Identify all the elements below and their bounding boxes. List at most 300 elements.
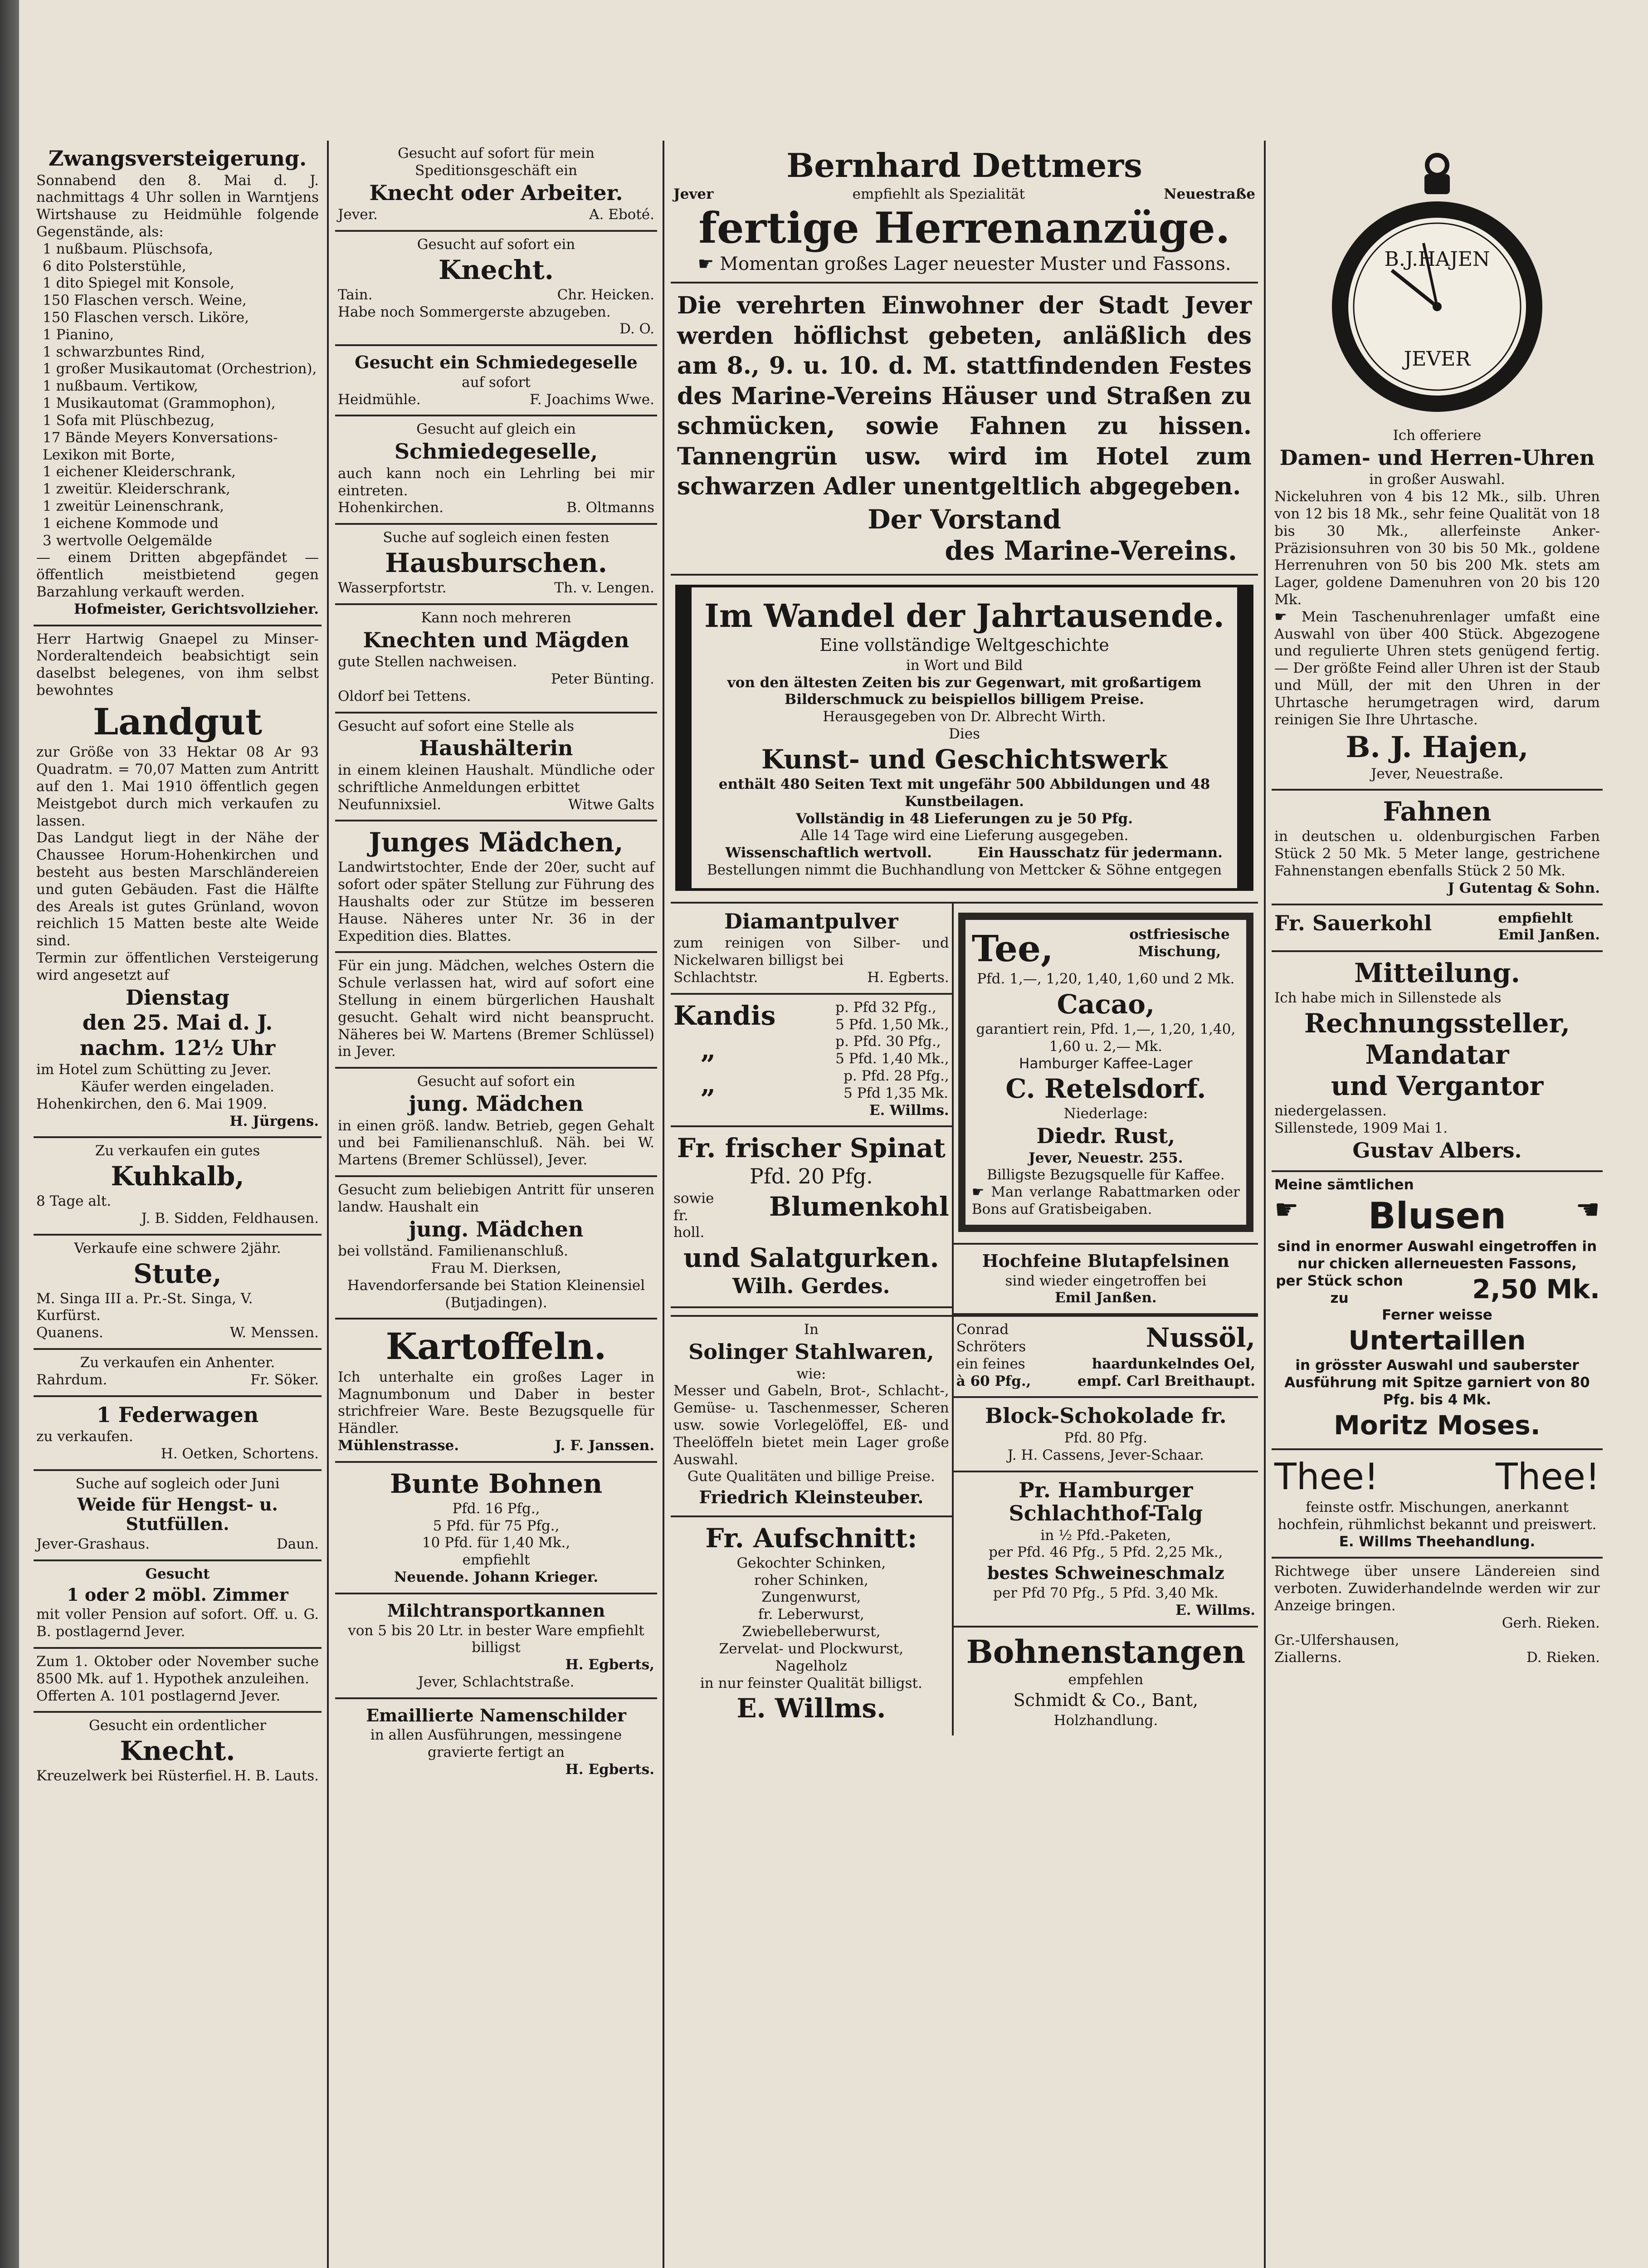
ad-signature: Frau M. Dierksen,	[431, 1260, 561, 1276]
ad-bunte-bohnen	[335, 1463, 657, 1594]
ad-signature: H. Egberts.	[565, 1761, 654, 1778]
ad-federwagen	[34, 1397, 322, 1471]
ad-auction	[34, 141, 322, 626]
sig-name: H. B. Lauts.	[234, 1768, 319, 1784]
ad-text: Gesucht zum beliebigen Antritt für unseren landw. Haushalt ein	[338, 1182, 654, 1215]
sig-name: Th. v. Lengen.	[554, 580, 654, 596]
ad-title: Diamantpulver	[724, 909, 898, 934]
sig-place: Kreuzelwerk bei Rüsterfiel.	[36, 1768, 232, 1784]
ad-jung-maedchen-2	[335, 1069, 657, 1177]
ad-frame	[958, 913, 1253, 1232]
list-item: 1 dito Spiegel mit Konsole,	[43, 275, 234, 292]
list-item: 1 Sofa mit Plüschbezug,	[43, 412, 215, 429]
ad-title: Untertaillen	[1348, 1325, 1526, 1356]
ad-title: Nussöl,	[1146, 1322, 1255, 1354]
ad-nussoel	[954, 1317, 1258, 1398]
ad-price: per Pfd. 46 Pfg., 5 Pfd. 2,25 Mk.,	[989, 1544, 1223, 1561]
auction-day: Dienstag	[125, 985, 230, 1010]
kandis-row	[673, 999, 949, 1034]
ad-dettmers	[671, 141, 1258, 284]
maker-line: Schröters	[956, 1339, 1026, 1355]
ad-mitteilung	[1272, 952, 1603, 1172]
ad-text: Dies	[948, 726, 980, 743]
sig-place: Jever.	[338, 206, 378, 223]
ad-text-body: Mein Taschenuhrenlager umfaßt eine Auswahl von über 400 Stück. Abgezogene und regulierte Uhren stets genügend fertig. — Der größte Feind aller Uhren ist der Staub und Müll, der mit den Uhren in der Uhrtasche herumgetragen wird, darum reinigen Sie Ihre Uhrtasche.	[1274, 608, 1600, 728]
sig-place: Ziallerns.	[1274, 1649, 1342, 1666]
ad-text	[673, 253, 1255, 275]
ad-title: Milchtransportkannen	[387, 1600, 605, 1621]
ad-title: Stute,	[133, 1258, 222, 1289]
ad-text: Bestellungen nimmt die Buchhandlung von Mettcker & Söhne entgegen	[707, 861, 1222, 878]
ad-text: Für ein jung. Mädchen, welches Ostern die Schule verlassen hat, wird auf sofort eine Stellung in einem bürgerlichen Haushalt gesucht. Gehalt wird nicht beansprucht. Näheres bei W. Martens (Bremer Schlüssel) in Jever.	[338, 958, 654, 1060]
ad-title: Tee,	[971, 927, 1053, 970]
ad-bohnenstangen	[954, 1628, 1258, 1736]
ad-price: Pfd. 1,—, 1,20, 1,40, 1,60 und 2 Mk.	[977, 971, 1235, 987]
ad-text: Hamburger Kaffee-Lager	[1019, 1055, 1193, 1072]
ad-title: Knechten und Mägden	[363, 627, 629, 652]
ad-kuhkalb	[34, 1138, 322, 1235]
newspaper-page	[34, 68, 1603, 2268]
ad-title: Landgut	[93, 700, 263, 743]
ad-signature	[338, 287, 654, 304]
ad-text: Richtwege über unsere Ländereien sind verboten. Zuwiderhandelnde werden wir zur Anzeige bringen.	[1274, 1563, 1600, 1614]
watch-dial-lettering: B.J.HAJEN	[1384, 248, 1490, 271]
list-item: Nagelholz	[775, 1657, 848, 1674]
list-item: 1 eichener Kleiderschrank,	[43, 464, 236, 480]
ad-dealer: Diedr. Rust,	[1036, 1124, 1175, 1149]
ad-stute	[34, 1236, 322, 1350]
ad-twin-claims	[703, 845, 1225, 862]
ad-title: Haushälterin	[419, 736, 573, 761]
sub-right: Neuestraße	[1164, 186, 1255, 202]
ad-signature	[36, 1372, 319, 1389]
ad-text: In	[804, 1321, 819, 1338]
ad-price: per Pfd 70 Pfg., 5 Pfd. 3,40 Mk.	[993, 1584, 1219, 1601]
price-line: 5 Pfd. 1,50 Mk.,	[835, 1016, 949, 1033]
ad-signature	[36, 1325, 319, 1342]
sauerkohl-seller	[1498, 910, 1600, 944]
ad-title: 1 Federwagen	[96, 1402, 259, 1427]
ad-price: Pfd. 20 Pfg.	[749, 1164, 873, 1189]
ad-text	[972, 1184, 1240, 1218]
ad-text: Ich offeriere	[1393, 427, 1482, 444]
ad-blutapfelsinen	[954, 1245, 1258, 1315]
nussoel-maker	[956, 1321, 1026, 1356]
ad-text: Termin zur öffentlichen Versteigerung wird angesetzt auf	[36, 950, 319, 983]
ad-signature: Friedrich Kleinsteuber.	[699, 1487, 924, 1508]
ad-text: Gesucht auf sofort ein	[417, 236, 575, 253]
nussoel-sub	[956, 1356, 1255, 1373]
ad-text: Niederlage:	[1063, 1105, 1148, 1122]
ad-text: Messer und Gabeln, Brot-, Schlacht-, Gemüse- u. Taschenmesser, Scheren usw. sowie Vorlegelöffel, Eß- und Theelöffeln bietet mein Lager große Auswahl.	[673, 1383, 949, 1468]
ad-title: Solinger Stahlwaren,	[688, 1339, 934, 1364]
ad-kartoffeln	[335, 1320, 657, 1462]
ad-firm: B. J. Hajen,	[1346, 730, 1529, 764]
sig-name: F. Joachims Wwe.	[530, 391, 654, 408]
column-4	[1272, 141, 1603, 2268]
price-line: 10 Pfd. für 1,40 Mk.,	[422, 1535, 570, 1551]
ad-subcol-left	[671, 1317, 954, 1735]
ad-subcol-right	[954, 1317, 1258, 1735]
ad-signature: Moritz Moses.	[1334, 1409, 1541, 1441]
maker-line: Conrad	[956, 1321, 1009, 1338]
column-rule	[1264, 141, 1266, 2268]
ad-title: Knecht.	[439, 254, 554, 285]
ad-text: Käufer werden eingeladen.	[81, 1079, 274, 1095]
claim-right: Ein Hausschatz für jedermann.	[977, 845, 1223, 861]
ad-title: Kandis	[673, 1000, 776, 1031]
ad-text: auf sofort	[462, 374, 531, 391]
ad-signature	[956, 1373, 1255, 1390]
sig-name: empf. Carl Breithaupt.	[1078, 1373, 1255, 1389]
ad-text: in deutschen u. oldenburgischen Farben Stück 2 50 Mk. 5 Meter lange, gestrichene Fahnenstangen ebenfalls Stück 2 50 Mk.	[1274, 828, 1600, 880]
sig-place: Mühlenstrasse.	[338, 1437, 459, 1454]
ad-price: 2,50 Mk.	[1472, 1273, 1600, 1305]
price-line: Pfd. 16 Pfg.,	[452, 1500, 540, 1517]
ad-role: Mandatar	[1365, 1039, 1509, 1070]
ad-row-solingen	[671, 1315, 1258, 1735]
pocket-watch-icon	[1328, 152, 1546, 425]
ad-subtitle: haardunkelndes Oel,	[1092, 1355, 1255, 1372]
ad-title: Weide für Hengst- u. Stutfüllen.	[77, 1494, 278, 1535]
price-line: 5 Pfd. 1,40 Mk.,	[835, 1051, 949, 1067]
ad-signature	[36, 1768, 319, 1785]
ad-kandis	[671, 995, 952, 1128]
ad-subcol-left	[671, 904, 954, 1315]
ad-dateline: Sillenstede, 1909 Mai 1.	[1274, 1119, 1448, 1136]
kandis-prices	[844, 1068, 949, 1102]
ad-address: Jever, Neuestraße.	[1370, 765, 1504, 782]
price-line: 5 Pfd. für 75 Pfg.,	[433, 1517, 560, 1534]
ad-text: Gesucht auf sofort eine Stelle als	[338, 718, 575, 734]
ad-text: Billigste Bezugsquelle für Kaffee.	[987, 1167, 1225, 1183]
ad-solinger-stahlwaren	[671, 1317, 952, 1517]
ad-price: garantiert rein, Pfd. 1,—, 1,20, 1,40, 1,60 u. 2,— Mk.	[976, 1021, 1236, 1055]
ad-title: Blusen	[1368, 1194, 1507, 1237]
list-item: roher Schinken,	[754, 1572, 868, 1589]
ad-text: niedergelassen.	[1274, 1102, 1387, 1119]
ad-junges-maedchen	[335, 821, 657, 953]
ad-thee	[1272, 1450, 1603, 1559]
ad-text-body: Momentan großes Lager neuester Muster und Fassons.	[720, 254, 1231, 275]
ad-subline	[673, 186, 1255, 203]
list-item: 17 Bände Meyers Konversations-Lexikon mit Borte,	[43, 429, 278, 463]
ad-title: Fr. Sauerkohl	[1274, 910, 1432, 935]
ad-hypothek	[34, 1649, 322, 1713]
column-3	[671, 141, 1258, 2268]
ad-text: Gesucht auf gleich ein	[416, 421, 576, 438]
ad-signature: Hofmeister, Gerichtsvollzieher.	[73, 601, 319, 617]
price-line: 5 Pfd 1,35 Mk.	[844, 1085, 948, 1101]
list-item: 1 großer Musikautomat (Orchestrion),	[43, 361, 317, 377]
sig-name: J. F. Janssen.	[555, 1437, 654, 1454]
ad-fahnen	[1272, 791, 1603, 905]
ad-tee	[954, 904, 1258, 1245]
column-1	[34, 141, 322, 2268]
ad-signature: J Gutentag & Sohn.	[1448, 880, 1600, 896]
ad-text: Habe noch Sommergerste abzugeben.	[338, 303, 611, 320]
ad-title: Hausburschen.	[385, 547, 607, 579]
nussoel-head	[956, 1321, 1255, 1356]
ad-signature: E. Willms Theehandlung.	[1339, 1533, 1536, 1550]
pointing-hand-icon: ☛	[697, 254, 720, 275]
ad-blusen	[1272, 1172, 1603, 1450]
ad-aufschnitt	[671, 1517, 952, 1731]
ad-text: Gesucht ein ordentlicher	[88, 1717, 267, 1734]
ad-zimmer	[34, 1561, 322, 1649]
sig-place: Heidmühle.	[338, 391, 421, 408]
column-rule	[327, 141, 329, 2268]
ad-frame	[675, 585, 1253, 891]
ad-signature	[338, 206, 654, 224]
auction-time: nachm. 12½ Uhr	[79, 1035, 276, 1060]
ad-namensschilder	[335, 1699, 657, 1785]
ad-signature	[1274, 1649, 1600, 1667]
ad-text: von den ältesten Zeiten bis zur Gegenwart, mit großartigem Bilderschmuck zu beispiellos billigem Preise.	[727, 674, 1202, 708]
ad-text: Gesucht auf sofort für mein Speditionsgeschäft ein	[398, 145, 595, 179]
list-item: 1 schwarzbuntes Rind,	[43, 343, 205, 360]
ad-landgut	[34, 626, 322, 1139]
pocket-watch-illustration	[1274, 145, 1600, 427]
sig-name: W. Menssen.	[229, 1325, 319, 1341]
ad-weide	[34, 1471, 322, 1561]
ad-text: Das Landgut liegt in der Nähe der Chaussee Horum-Hohenkirchen und besteht aus besten Marschländereien und guten Gebäuden. Fast die Hälfte des Areals ist gutes Grünland, wovon reichlich 15 Matten beste alte Weide sind.	[36, 830, 319, 949]
ad-text: Gute Qualitäten und billige Preise.	[687, 1468, 935, 1485]
column-rule	[663, 141, 664, 2268]
ad-text: Nickeluhren von 4 bis 12 Mk., silb. Uhren von 12 bis 18 Mk., sehr feine Qualität von 18 bis 30 Mk., allerfeinste Anker-Präzisionsuhren von 30 bis 50 Mk., goldene Herrenuhren von 50 bis 200 Mk. stets am Lager, goldene Damenuhren von 20 bis 120 Mk.	[1274, 489, 1600, 608]
ad-text: sind in enormer Auswahl eingetroffen in nur chicken allerneuesten Fassons,	[1277, 1238, 1597, 1272]
ad-signature: des Marine-Vereins.	[945, 535, 1237, 566]
ad-text: in grösster Auswahl und sauberster Ausführung mit Spitze garniert von 80 Pfg. bis 4 Mk.	[1284, 1357, 1590, 1408]
ad-title: Blumenkohl	[769, 1191, 949, 1222]
ad-title: Bohnenstangen	[966, 1633, 1246, 1671]
ad-address: Jever, Neuestr. 255.	[1029, 1149, 1183, 1166]
ad-signature	[338, 1437, 654, 1455]
list-item: 1 Musikautomat (Grammophon),	[43, 395, 276, 412]
list-item: 150 Flaschen versch. Liköre,	[43, 309, 249, 326]
ad-title: und Salatgurken.	[683, 1242, 939, 1274]
list-item: 1 nußbaum. Vertikow,	[43, 378, 198, 395]
ad-role: und Vergantor	[1331, 1070, 1544, 1101]
ad-place: Jever, Schlachtstraße.	[418, 1673, 575, 1690]
ad-title: Kuhkalb,	[111, 1161, 244, 1192]
list-item: 1 nußbaum. Plüschsofa,	[43, 240, 213, 257]
ad-signature	[338, 391, 654, 409]
tee-head	[972, 926, 1240, 971]
watch-dial-lettering: JEVER	[1404, 347, 1471, 371]
ad-text: Landwirtstochter, Ende der 20er, sucht auf sofort oder später Stellung zur Führung des Haushalts oder zur Stütze im besseren Hause. Näheres unter Nr. 36 in der Expedition dies. Blattes.	[338, 859, 654, 944]
sauerkohl-row	[1274, 910, 1600, 944]
list-item: 150 Flaschen versch. Weine,	[43, 292, 247, 309]
sig-place: Neufunnixsiel.	[338, 796, 442, 813]
kandis-prices	[835, 1033, 949, 1068]
list-item: 3 wertvolle Oelgemälde	[43, 532, 212, 549]
list-item: 6 dito Polsterstühle,	[43, 258, 186, 274]
list-item: 1 zweitür Leinenschrank,	[43, 498, 224, 514]
list-item: Zungenwurst,	[761, 1589, 861, 1606]
ad-title: Knecht.	[120, 1735, 235, 1767]
ad-signature	[338, 499, 654, 517]
ad-row-kandis-tee	[671, 904, 1258, 1315]
ad-title: Zwangsversteigerung.	[48, 146, 307, 171]
ad-knecht-arbeiter	[335, 141, 657, 232]
ad-signature: J. H. Cassens, Jever-Schaar.	[1007, 1447, 1204, 1463]
ad-title: Fr. frischer Spinat	[677, 1133, 946, 1164]
ad-dateline: Hohenkirchen, den 6. Mai 1909.	[36, 1095, 268, 1112]
ad-text: — einem Dritten abgepfändet — öffentlich meistbietend gegen Barzahlung verkauft werden.	[36, 549, 319, 601]
ad-text: enthält 480 Seiten Text mit ungefähr 500 Abbildungen und 48 Kunstbeilagen.	[718, 776, 1210, 810]
ad-text: Suche auf sogleich einen festen	[383, 529, 609, 546]
blusen-price-row	[1274, 1273, 1600, 1307]
ad-price: à 60 Pfg.,	[956, 1373, 1031, 1389]
ad-text: Offerten A. 101 postlagernd Jever.	[36, 1687, 281, 1704]
list-item: 1 Pianino,	[43, 326, 114, 343]
ad-title: Schmiedegeselle,	[394, 439, 598, 464]
ad-text: Zu verkaufen ein Anhenter.	[80, 1354, 275, 1371]
ad-title: fertige Herrenanzüge.	[698, 203, 1230, 253]
ad-signature: Peter Bünting.	[551, 670, 654, 687]
ad-signature: D. O.	[619, 321, 654, 337]
ad-anhenter	[34, 1350, 322, 1397]
sig-name: D. Rieken.	[1526, 1649, 1600, 1666]
ad-text: Suche auf sogleich oder Juni	[75, 1475, 280, 1492]
ad-signature: Emil Janßen.	[1055, 1290, 1157, 1306]
ad-text	[1274, 609, 1600, 729]
ad-title: Block-Schokolade fr.	[985, 1403, 1227, 1428]
ad-signature: E. Willms.	[736, 1693, 886, 1724]
ad-price: Pfd. 80 Pfg.	[1064, 1429, 1147, 1446]
ad-text: 8 Tage alt.	[36, 1193, 112, 1210]
ad-signature	[338, 580, 654, 597]
sig-place: Wasserpfortstr.	[338, 580, 447, 596]
ad-title: Cacao,	[1057, 988, 1155, 1020]
auction-items	[36, 241, 319, 550]
ad-text: empfehlen	[1068, 1672, 1144, 1688]
sub-mid: empfiehlt als Spezialität	[852, 186, 1025, 202]
ad-text: mit voller Pension auf sofort. Off. u. G. B. postlagernd Jever.	[36, 1606, 319, 1640]
list-item: fr. Leberwurst,	[758, 1606, 864, 1623]
ad-text: zum reinigen von Silber- und Nickelwaren billigst bei	[673, 935, 949, 969]
ad-signature: Neuende. Johann Krieger.	[394, 1569, 599, 1586]
ad-spinat	[671, 1127, 952, 1308]
ad-brand: C. Retelsdorf.	[1005, 1073, 1206, 1105]
ad-signature: Gustav Albers.	[1352, 1138, 1522, 1163]
column-2	[335, 141, 657, 2268]
ad-title: Emaillierte Namenschilder	[366, 1705, 626, 1725]
ad-text: in Wort und Bild	[906, 657, 1023, 674]
ad-signature	[673, 969, 949, 987]
ad-talg	[954, 1472, 1258, 1628]
ad-title: Gesucht ein Schmiedegeselle	[355, 352, 638, 373]
ad-text: in großer Auswahl.	[1369, 471, 1505, 488]
ad-title: Fr. Aufschnitt:	[705, 1522, 917, 1554]
ad-text: Ich habe mich in Sillenstede als	[1274, 990, 1502, 1007]
ad-firm: Schmidt & Co., Bant,	[1013, 1690, 1199, 1710]
ad-signature: Gerh. Rieken.	[1502, 1614, 1600, 1631]
price-line: p. Pfd. 28 Pfg.,	[844, 1067, 949, 1084]
ditto-mark: „	[701, 1068, 716, 1100]
list-item: Gekochter Schinken,	[736, 1554, 886, 1571]
ad-uhren	[1272, 141, 1603, 791]
ditto-mark: „	[701, 1034, 716, 1066]
ad-schmied	[335, 346, 657, 416]
ad-text: wie:	[796, 1365, 826, 1382]
kandis-row	[673, 1068, 949, 1102]
ad-title: Pr. Hamburger Schlachthof-Talg	[1009, 1477, 1203, 1526]
ad-signature: E. Willms.	[1175, 1602, 1255, 1618]
ad-title: Thee!	[1495, 1455, 1600, 1498]
ad-text: in ½ Pfd.-Paketen,	[1040, 1527, 1171, 1544]
ad-text: Ich unterhalte ein großes Lager in Magnumbonum und Daber in bester strichfreier Ware. Beste Bezugsquelle für Händler.	[338, 1369, 654, 1437]
ad-firm: Bernhard Dettmers	[786, 146, 1142, 185]
ad-text: gute Stellen nachweisen.	[338, 654, 517, 670]
ad-title: Fahnen	[1383, 796, 1492, 827]
ad-diamantpulver	[671, 904, 952, 995]
ad-text: Alle 14 Tage wird eine Lieferung ausgegeben.	[800, 827, 1129, 844]
ad-text: M. Singa III a. Pr.-St. Singa, V. Kurfürst.	[36, 1290, 253, 1324]
ad-signature: H. Egberts,	[565, 1657, 654, 1673]
price-line: p. Pfd. 30 Pfg.,	[835, 1033, 941, 1050]
ad-text: empfiehlt	[462, 1552, 530, 1569]
ad-signature: Der Vorstand	[868, 503, 1061, 535]
ad-sauerkohl	[1272, 905, 1603, 953]
ad-text: Vollständig in 48 Lieferungen zu je 50 Pfg.	[795, 810, 1133, 827]
ad-text: Kann noch mehreren	[421, 609, 571, 626]
ad-text: Holzhandlung.	[1053, 1712, 1158, 1729]
spinat-row	[673, 1190, 949, 1242]
ad-title: Im Wandel der Jahrtausende.	[704, 596, 1224, 635]
ad-subcol-right	[954, 904, 1258, 1315]
sig-place: Rahrdum.	[36, 1371, 107, 1388]
ad-title: Mitteilung.	[1354, 958, 1520, 989]
ad-subtitle: ostfriesische Mischung,	[1129, 926, 1230, 960]
sig-place: Jever-Grashaus.	[36, 1536, 150, 1552]
ad-text: sind wieder eingetroffen bei	[1005, 1272, 1207, 1289]
sig-place: Quanens.	[36, 1325, 103, 1341]
ad-weltgeschichte	[671, 576, 1258, 904]
pointing-hand-icon: ☛	[1274, 608, 1302, 625]
ad-title: bestes Schweineschmalz	[987, 1563, 1224, 1584]
ad-text: von 5 bis 20 Ltr. in bester Ware empfiehlt billigst	[348, 1622, 644, 1656]
sig-name: Chr. Heicken.	[557, 286, 654, 303]
list-item: 1 zweitür. Kleiderschrank,	[43, 481, 230, 498]
kandis-row	[673, 1033, 949, 1068]
ad-text: per Stück schon zu	[1276, 1272, 1403, 1306]
ad-signature: H. Jürgens.	[229, 1113, 319, 1129]
ad-haushaelterin	[335, 714, 657, 822]
ad-text: Verkaufe eine schwere 2jähr.	[74, 1240, 281, 1256]
sig-name: B. Oltmanns	[566, 499, 654, 516]
ad-title: Hochfeine Blutapfelsinen	[982, 1250, 1229, 1271]
ad-role: Rechnungssteller,	[1304, 1008, 1570, 1039]
ad-jung-maedchen-1	[335, 953, 657, 1069]
ad-text: in einen größ. landw. Betrieb, gegen Gehalt und bei Familienanschluß. Näh. bei W. Martens (Bremer Schlüssel), Jever.	[338, 1117, 654, 1168]
ad-marine-verein	[671, 284, 1258, 576]
ad-hausbursche	[335, 525, 657, 605]
ad-text: empfiehlt	[1498, 909, 1573, 926]
ad-text: zu verkaufen.	[36, 1428, 133, 1445]
ad-title: Junges Mädchen,	[369, 827, 624, 858]
ad-place: Havendorfersande bei Station Kleinensiel (Butjadingen).	[347, 1277, 645, 1311]
sub-left: Jever	[673, 186, 714, 202]
ad-knechte-maegde	[335, 605, 657, 714]
ad-signature: Emil Janßen.	[1498, 927, 1600, 943]
ad-text: zur Größe von 33 Hektar 08 Ar 93 Quadratm. = 70,07 Matten zum Antritt auf den 1. Mai 1910 öffentlich gegen Meistgebot durch mich verkaufen zu lassen.	[36, 744, 319, 829]
ad-signature: J. B. Sidden, Feldhausen.	[141, 1210, 319, 1227]
ad-signature	[338, 797, 654, 814]
ad-signature	[36, 1536, 319, 1553]
ad-text: Ferner weisse	[1382, 1307, 1492, 1324]
